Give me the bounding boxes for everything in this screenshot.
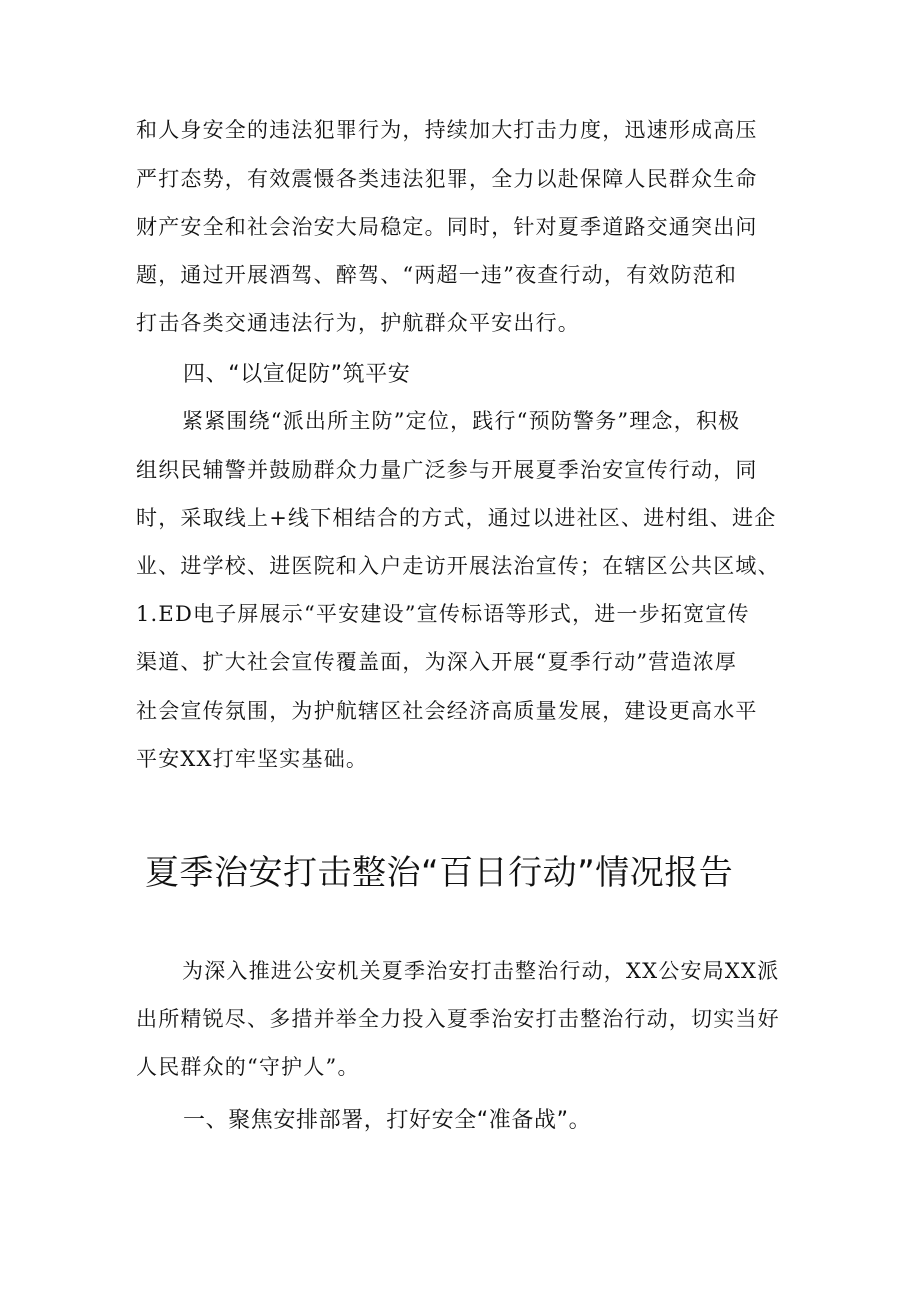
paragraph-line: 出所精锐尽、多措并举全力投入夏季治安打击整治行动，切实当好 [136,1007,780,1031]
paragraph-line: 人民群众的“守护人”。 [136,1055,360,1079]
paragraph-line: 为深入推进公安机关夏季治安打击整治行动，XX公安局XX派 [182,959,780,983]
paragraph-line: 渠道、扩大社会宣传覆盖面，为深入开展“夏季行动”营造浓厚 [136,650,738,674]
report-title: 夏季治安打击整治“百日行动”情况报告 [145,853,734,893]
paragraph-line: 打击各类交通违法行为，护航群众平安出行。 [136,311,580,335]
paragraph-line: 时，采取线上+线下相结合的方式，通过以进社区、进村组、进企 [136,506,777,530]
paragraph-line: 和人身安全的违法犯罪行为，持续加大打击力度，迅速形成高压 [136,118,758,142]
paragraph-line: 严打态势，有效震慑各类违法犯罪，全力以赴保障人民群众生命 [136,167,758,191]
paragraph-line: 紧紧围绕“派出所主防”定位，践行“预防警务”理念，积极 [182,409,741,433]
section-heading-one: 一、聚焦安排部署，打好安全“准备战”。 [183,1108,592,1133]
section-heading-four: 四、“以宣促防”筑平安 [183,362,411,387]
paragraph-line: 平安XX打牢坚实基础。 [136,747,369,771]
paragraph-line: 1.ED电子屏展示“平安建设”宣传标语等形式，进一步拓宽宣传 [136,602,750,626]
paragraph-line: 组织民辅警并鼓励群众力量广泛参与开展夏季治安宣传行动，同 [136,458,758,482]
paragraph-line: 财产安全和社会治安大局稳定。同时，针对夏季道路交通突出问 [136,215,758,239]
paragraph-line: 社会宣传氛围，为护航辖区社会经济高质量发展，建设更高水平 [136,699,758,723]
paragraph-line: 业、进学校、进医院和入户走访开展法治宣传；在辖区公共区域、 [136,554,780,578]
paragraph-line: 题，通过开展酒驾、醉驾、“两超一违”夜查行动，有效防范和 [136,263,738,287]
